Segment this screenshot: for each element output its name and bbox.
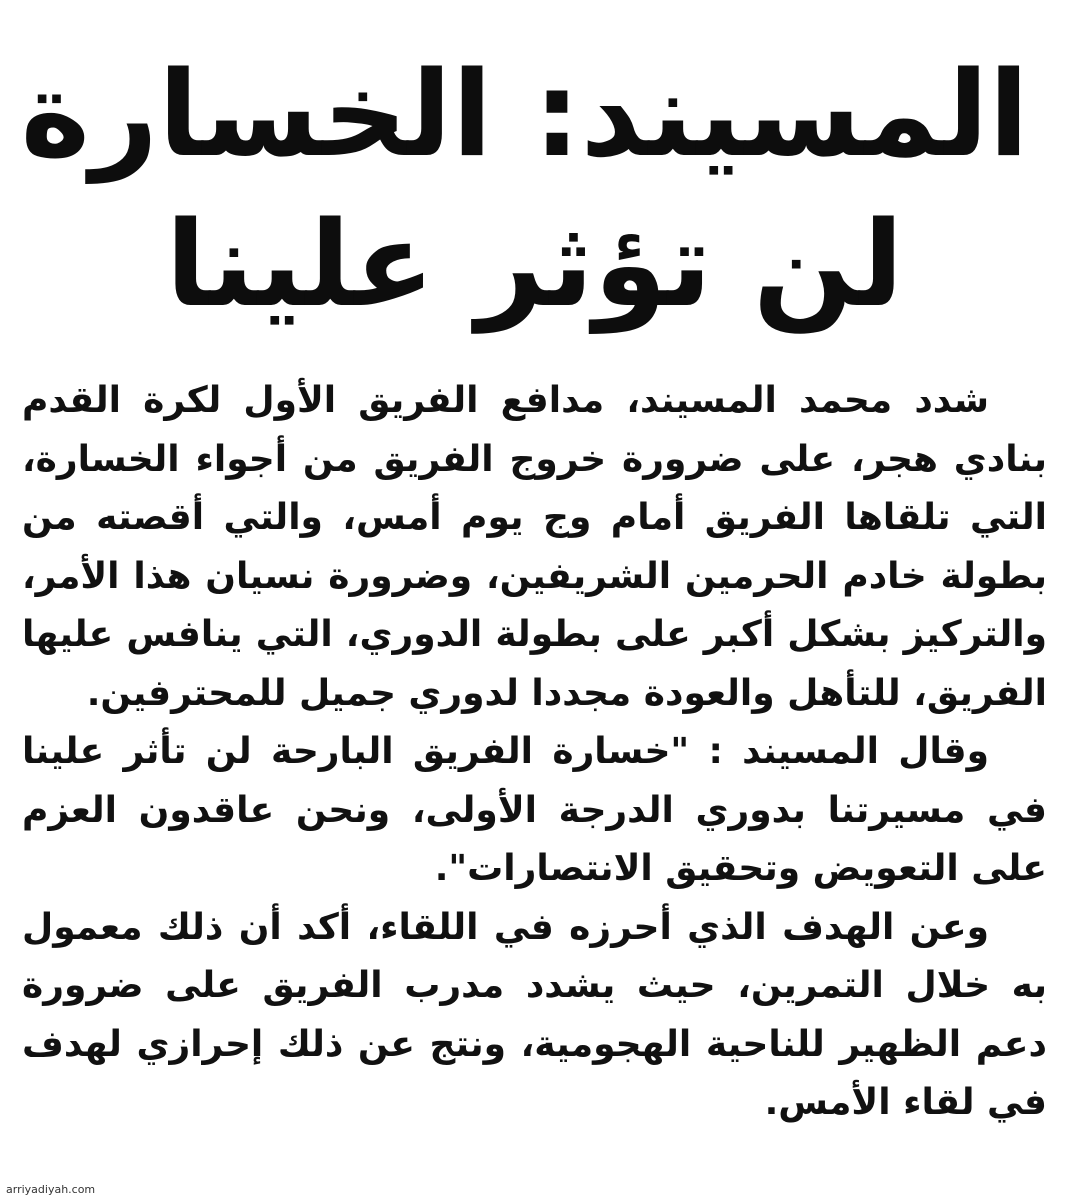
- body-paragraph: شدد محمد المسيند، مدافع الفريق الأول لكرة القدم بنادي هجر، على ضرورة خروج الفريق من أجواء الخسارة، التي تلقاها الفريق أمام وج يوم أمس، والتي أقصته من بطولة خادم الحرمين الشريفين، وضرورة نسيان هذا الأمر، والتركيز بشكل أكبر على بطولة الدوري، التي ينافس عليها الفريق، للتأهل والعودة مجددا لدوري جميل للمحترفين.: [22, 380, 1047, 714]
- article-headline: [20, 39, 1029, 339]
- article-body: [22, 372, 1047, 1133]
- headline-line-1: المسيند: الخسارة: [20, 45, 1029, 184]
- body-paragraph: وعن الهدف الذي أحرزه في اللقاء، أكد أن ذلك معمول به خلال التمرين، حيث يشدد مدرب الفريق على ضرورة دعم الظهير للناحية الهجومية، ونتج عن ذلك إحرازي لهدف في لقاء الأمس.: [22, 906, 1047, 1123]
- body-paragraph: وقال المسيند : "خسارة الفريق البارحة لن تأثر علينا في مسيرتنا بدوري الدرجة الأولى، ونحن عاقدون العزم على التعويض وتحقيق الانتصارات".: [22, 731, 1047, 889]
- headline-line-2: لن تؤثر علينا: [165, 195, 904, 334]
- source-credit: arriyadiyah.com: [6, 1183, 96, 1196]
